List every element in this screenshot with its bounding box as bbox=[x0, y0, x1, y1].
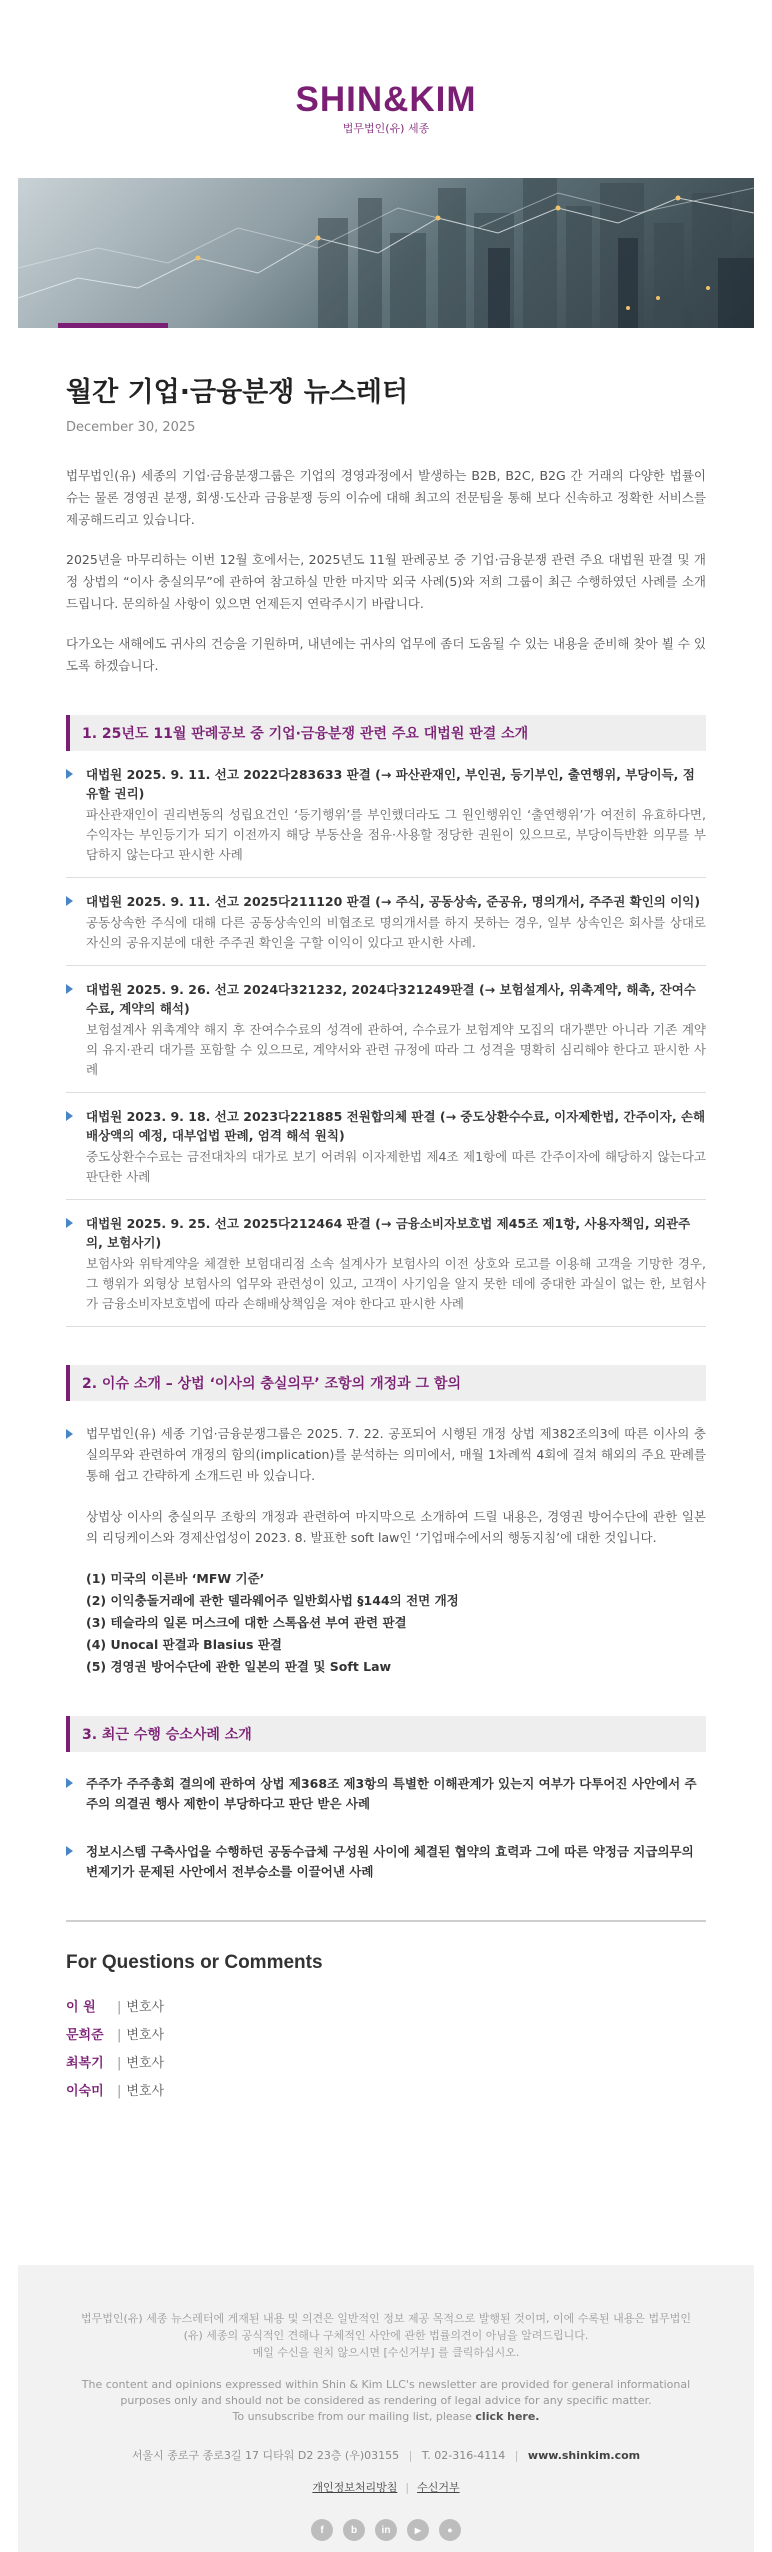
case-item[interactable] bbox=[66, 751, 706, 878]
case-summary: 공동상속한 주식에 대해 다른 공동상속인의 비협조로 명의개서를 하지 못하는 경우, 일부 상속인은 회사를 상대로 자신의 공유지분에 대한 주주권 확인을 구할 이익이 있다고 판시한 사례. bbox=[86, 915, 706, 950]
recent-win-text[interactable]: 정보시스템 구축사업을 수행하던 공동수급체 구성원 사이에 체결된 협약의 효력과 그에 따른 약정금 지급의무의 변제기가 문제된 사안에서 전부승소를 이끌어낸 사례 bbox=[86, 1844, 694, 1879]
issue-series-item[interactable]: (3) 테슬라의 일론 머스크에 대한 스톡옵션 부여 관련 판결 bbox=[86, 1615, 407, 1630]
bullet-triangle-icon bbox=[66, 1429, 73, 1439]
logo[interactable] bbox=[0, 0, 772, 178]
contact-name[interactable]: 최복기 bbox=[66, 2056, 104, 2071]
section-heading-text: 1. 25년도 11월 판례공보 중 기업·금융분쟁 관련 주요 대법원 판결 소개 bbox=[82, 726, 529, 742]
disclaimer-english-text: The content and opinions expressed within Shin & Kim LLC's newsletter are provided for general informational purposes only and should not be considered as rendering of legal advice for any specific matter. bbox=[81, 2378, 691, 2407]
intro-paragraph: 2025년을 마무리하는 이번 12월 호에서는, 2025년도 11월 판례공보 중 기업·금융분쟁 관련 주요 대법원 판결 및 개정 상법의 “이사 충실의무”에 관하여 참고하실 만한 마지막 외국 사례(5)와 저희 그룹이 최근 수행하였던 사례를 소개드립니다. 문의하실 사항이 있으면 언제든지 연락주시기 바랍니다. bbox=[66, 552, 706, 611]
contact-name[interactable]: 이 원 bbox=[66, 2000, 96, 2015]
issue-series-list bbox=[66, 1568, 706, 1678]
bullet-triangle-icon bbox=[66, 1846, 73, 1856]
newsletter-date: December 30, 2025 bbox=[66, 420, 196, 435]
contact-person[interactable]: 최복기 | 변호사 bbox=[66, 2050, 706, 2078]
banner-accent-bar bbox=[58, 323, 168, 328]
youtube-icon[interactable]: ▶ bbox=[407, 2519, 429, 2541]
case-summary: 파산관재인이 권리변동의 성립요건인 ‘등기행위’를 부인했더라도 그 원인행위인 ‘출연행위’가 여전히 유효하다면, 수익자는 부인등기가 되기 이전까지 해당 부동산을 점유·사용할 정당한 권원이 있으므로, 부당이득반환 의무를 부담하지 않는다고 판시한 사례 bbox=[86, 807, 706, 862]
unsubscribe-korean[interactable]: 메일 수신을 원치 않으시면 [수신거부] 를 클릭하십시오. bbox=[252, 2346, 520, 2359]
bullet-triangle-icon bbox=[66, 1778, 73, 1788]
talk-icon[interactable]: ● bbox=[439, 2519, 461, 2541]
case-item[interactable] bbox=[66, 966, 706, 1093]
case-item[interactable] bbox=[66, 1093, 706, 1200]
section-heading-recent-wins bbox=[66, 1716, 706, 1752]
contact-person[interactable]: 이숙미 | 변호사 bbox=[66, 2078, 706, 2106]
contact-name[interactable]: 문희준 bbox=[66, 2028, 104, 2043]
case-summary: 중도상환수수료는 금전대차의 대가로 보기 어려워 이자제한법 제4조 제1항에 따른 간주이자에 해당하지 않는다고 판단한 사례 bbox=[86, 1149, 706, 1184]
bullet-triangle-icon bbox=[66, 984, 73, 994]
intro-paragraph: 법무법인(유) 세종의 기업·금융분쟁그룹은 기업의 경영과정에서 발생하는 B2B, B2C, B2G 간 거래의 다양한 법률이슈는 물론 경영권 분쟁, 회생·도산과 금융분쟁 등의 이슈에 대해 최고의 전문팀을 통해 보다 신속하고 정확한 서비스를 제공해드리고 있습니다. bbox=[66, 468, 706, 527]
section-heading-court-cases bbox=[66, 715, 706, 751]
bullet-triangle-icon bbox=[66, 769, 73, 779]
issue-series-item[interactable]: (1) 미국의 이른바 ‘MFW 기준’ bbox=[86, 1571, 265, 1586]
contact-role: 변호사 bbox=[126, 2028, 165, 2043]
recent-win-item[interactable] bbox=[66, 1760, 706, 1828]
issue-series-item[interactable]: (5) 경영권 방어수단에 관한 일본의 판결 및 Soft Law bbox=[86, 1659, 392, 1674]
case-title[interactable]: 대법원 2025. 9. 26. 선고 2024다321232, 2024다321249판결 (→ 보험설계사, 위촉계약, 해촉, 잔여수수료, 계약의 해석) bbox=[86, 982, 696, 1016]
case-title[interactable]: 대법원 2025. 9. 11. 선고 2022다283633 판결 (→ 파산관재인, 부인권, 등기부인, 출연행위, 부당이득, 점유할 권리) bbox=[86, 767, 695, 801]
case-item[interactable] bbox=[66, 1200, 706, 1327]
case-summary: 보험사와 위탁계약을 체결한 보험대리점 소속 설계사가 보험사의 이전 상호와 로고를 이용해 고객을 기망한 경우, 그 행위가 외형상 보험사의 업무와 관련성이 있고, 고객이 사기임을 알지 못한 데에 중대한 과실이 없는 한, 보험사가 금융소비자보호법에 따라 손해배상책임을 져야 한다고 판시한 사례 bbox=[86, 1256, 706, 1311]
recent-wins-list bbox=[0, 1760, 772, 1896]
logo-subname: 법무법인(유) 세종 bbox=[342, 122, 430, 135]
issue-paragraph: 상법상 이사의 충실의무 조항의 개정과 관련하여 마지막으로 소개하여 드릴 내용은, 경영권 방어수단에 관한 일본의 리딩케이스와 경제산업성이 2023. 8. 발표한 soft law인 ‘기업매수에서의 행동지침’에 대한 것입니다. bbox=[86, 1509, 706, 1545]
contact-name[interactable]: 이숙미 bbox=[66, 2084, 104, 2099]
case-list bbox=[0, 751, 772, 1327]
case-title[interactable]: 대법원 2023. 9. 18. 선고 2023다221885 전원합의체 판결 (→ 중도상환수수료, 이자제한법, 간주이자, 손해배상액의 예정, 대부업법 판례, 엄격 해석 원칙) bbox=[86, 1109, 706, 1143]
recent-win-item[interactable] bbox=[66, 1828, 706, 1896]
header-banner-image bbox=[18, 178, 754, 328]
issue-series-item[interactable]: (2) 이익충돌거래에 관한 델라웨어주 일반회사법 §144의 전면 개정 bbox=[86, 1593, 459, 1608]
contact-role: 변호사 bbox=[126, 2056, 165, 2071]
case-item[interactable] bbox=[66, 878, 706, 966]
contact-role: 변호사 bbox=[126, 2000, 165, 2015]
phone: T. 02-316-4114 bbox=[421, 2449, 506, 2462]
linkedin-icon[interactable]: in bbox=[375, 2519, 397, 2541]
logo-wordmark: SHIN&KIM bbox=[295, 80, 477, 119]
privacy-policy-link[interactable]: 개인정보처리방침 bbox=[312, 2481, 398, 2494]
contact-person[interactable]: 문희준 | 변호사 bbox=[66, 2022, 706, 2050]
section-heading-text: 2. 이슈 소개 – 상법 ‘이사의 충실의무’ 조항의 개정과 그 함의 bbox=[82, 1376, 461, 1392]
facebook-icon[interactable]: f bbox=[311, 2519, 333, 2541]
bullet-triangle-icon bbox=[66, 896, 73, 906]
contact-heading: For Questions or Comments bbox=[66, 1952, 323, 1973]
unsubscribe-link[interactable]: 수신거부 bbox=[417, 2481, 460, 2494]
unsubscribe-english-text: To unsubscribe from our mailing list, please bbox=[232, 2410, 472, 2423]
footer bbox=[18, 2265, 754, 2552]
contact-section bbox=[0, 1922, 772, 2106]
case-summary: 보험설계사 위촉계약 해지 후 잔여수수료의 성격에 관하여, 수수료가 보험계약 모집의 대가뿐만 아니라 기존 계약의 유지·관리 대가를 포함할 수 있으므로, 계약서와 관련 규정에 따라 그 성격을 명확히 심리해야 한다고 판시한 사례 bbox=[86, 1022, 706, 1077]
case-title[interactable]: 대법원 2025. 9. 25. 선고 2025다212464 판결 (→ 금융소비자보호법 제45조 제1항, 사용자책임, 외관주의, 보험사기) bbox=[86, 1216, 691, 1250]
bullet-triangle-icon bbox=[66, 1218, 73, 1228]
footer-links: 개인정보처리방침 | 수신거부 bbox=[312, 2481, 460, 2494]
contact-person[interactable]: 이 원 | 변호사 bbox=[66, 1994, 706, 2022]
section-heading-issue bbox=[66, 1365, 706, 1401]
blog-icon[interactable]: b bbox=[343, 2519, 365, 2541]
section-heading-text: 3. 최근 수행 승소사례 소개 bbox=[82, 1727, 252, 1743]
issue-series-item[interactable]: (4) Unocal 판결과 Blasius 판결 bbox=[86, 1637, 282, 1652]
unsubscribe-click-here-link[interactable]: click here. bbox=[475, 2410, 540, 2423]
address-line: 서울시 종로구 종로3길 17 디타워 D2 23층 (우)03155 | T. 02-316-4114 | www.shinkim.com bbox=[131, 2449, 641, 2462]
disclaimer-english bbox=[78, 2377, 694, 2425]
newsletter-title: 월간 기업·금융분쟁 뉴스레터 bbox=[66, 377, 409, 408]
disclaimer-korean: 법무법인(유) 세종 뉴스레터에 게재된 내용 및 의견은 일반적인 정보 제공 목적으로 발행된 것이며, 이에 수록된 내용은 법무법인(유) 세종의 공식적인 견해나 구체적인 사안에 관한 법률의견이 아님을 알려드립니다. bbox=[81, 2312, 691, 2342]
address: 서울시 종로구 종로3길 17 디타워 D2 23층 (우)03155 bbox=[131, 2449, 400, 2462]
issue-section[interactable] bbox=[66, 1423, 706, 1678]
contact-role: 변호사 bbox=[126, 2084, 165, 2099]
bullet-triangle-icon bbox=[66, 1111, 73, 1121]
intro-paragraph: 다가오는 새해에도 귀사의 건승을 기원하며, 내년에는 귀사의 업무에 좀더 도움될 수 있는 내용을 준비해 찾아 뵐 수 있도록 하겠습니다. bbox=[66, 636, 706, 673]
social-links bbox=[18, 2519, 754, 2541]
case-title[interactable]: 대법원 2025. 9. 11. 선고 2025다211120 판결 (→ 주식, 공동상속, 준공유, 명의개서, 주주권 확인의 이익) bbox=[86, 894, 701, 909]
issue-paragraph: 법무법인(유) 세종 기업·금융분쟁그룹은 2025. 7. 22. 공포되어 시행된 개정 상법 제382조의3에 따른 이사의 충실의무와 관련하여 개정의 함의(implication)를 분석하는 의미에서, 매월 1차례씩 4회에 걸쳐 해외의 주요 판례를 통해 쉽고 간략하게 소개드린 바 있습니다. bbox=[86, 1426, 706, 1483]
recent-win-text[interactable]: 주주가 주주총회 결의에 관하여 상법 제368조 제3항의 특별한 이해관계가 있는지 여부가 다투어진 사안에서 주주의 의결권 행사 제한이 부당하다고 판단 받은 사례 bbox=[86, 1776, 697, 1811]
intro-section bbox=[0, 435, 772, 677]
website-link[interactable]: www.shinkim.com bbox=[527, 2449, 641, 2462]
